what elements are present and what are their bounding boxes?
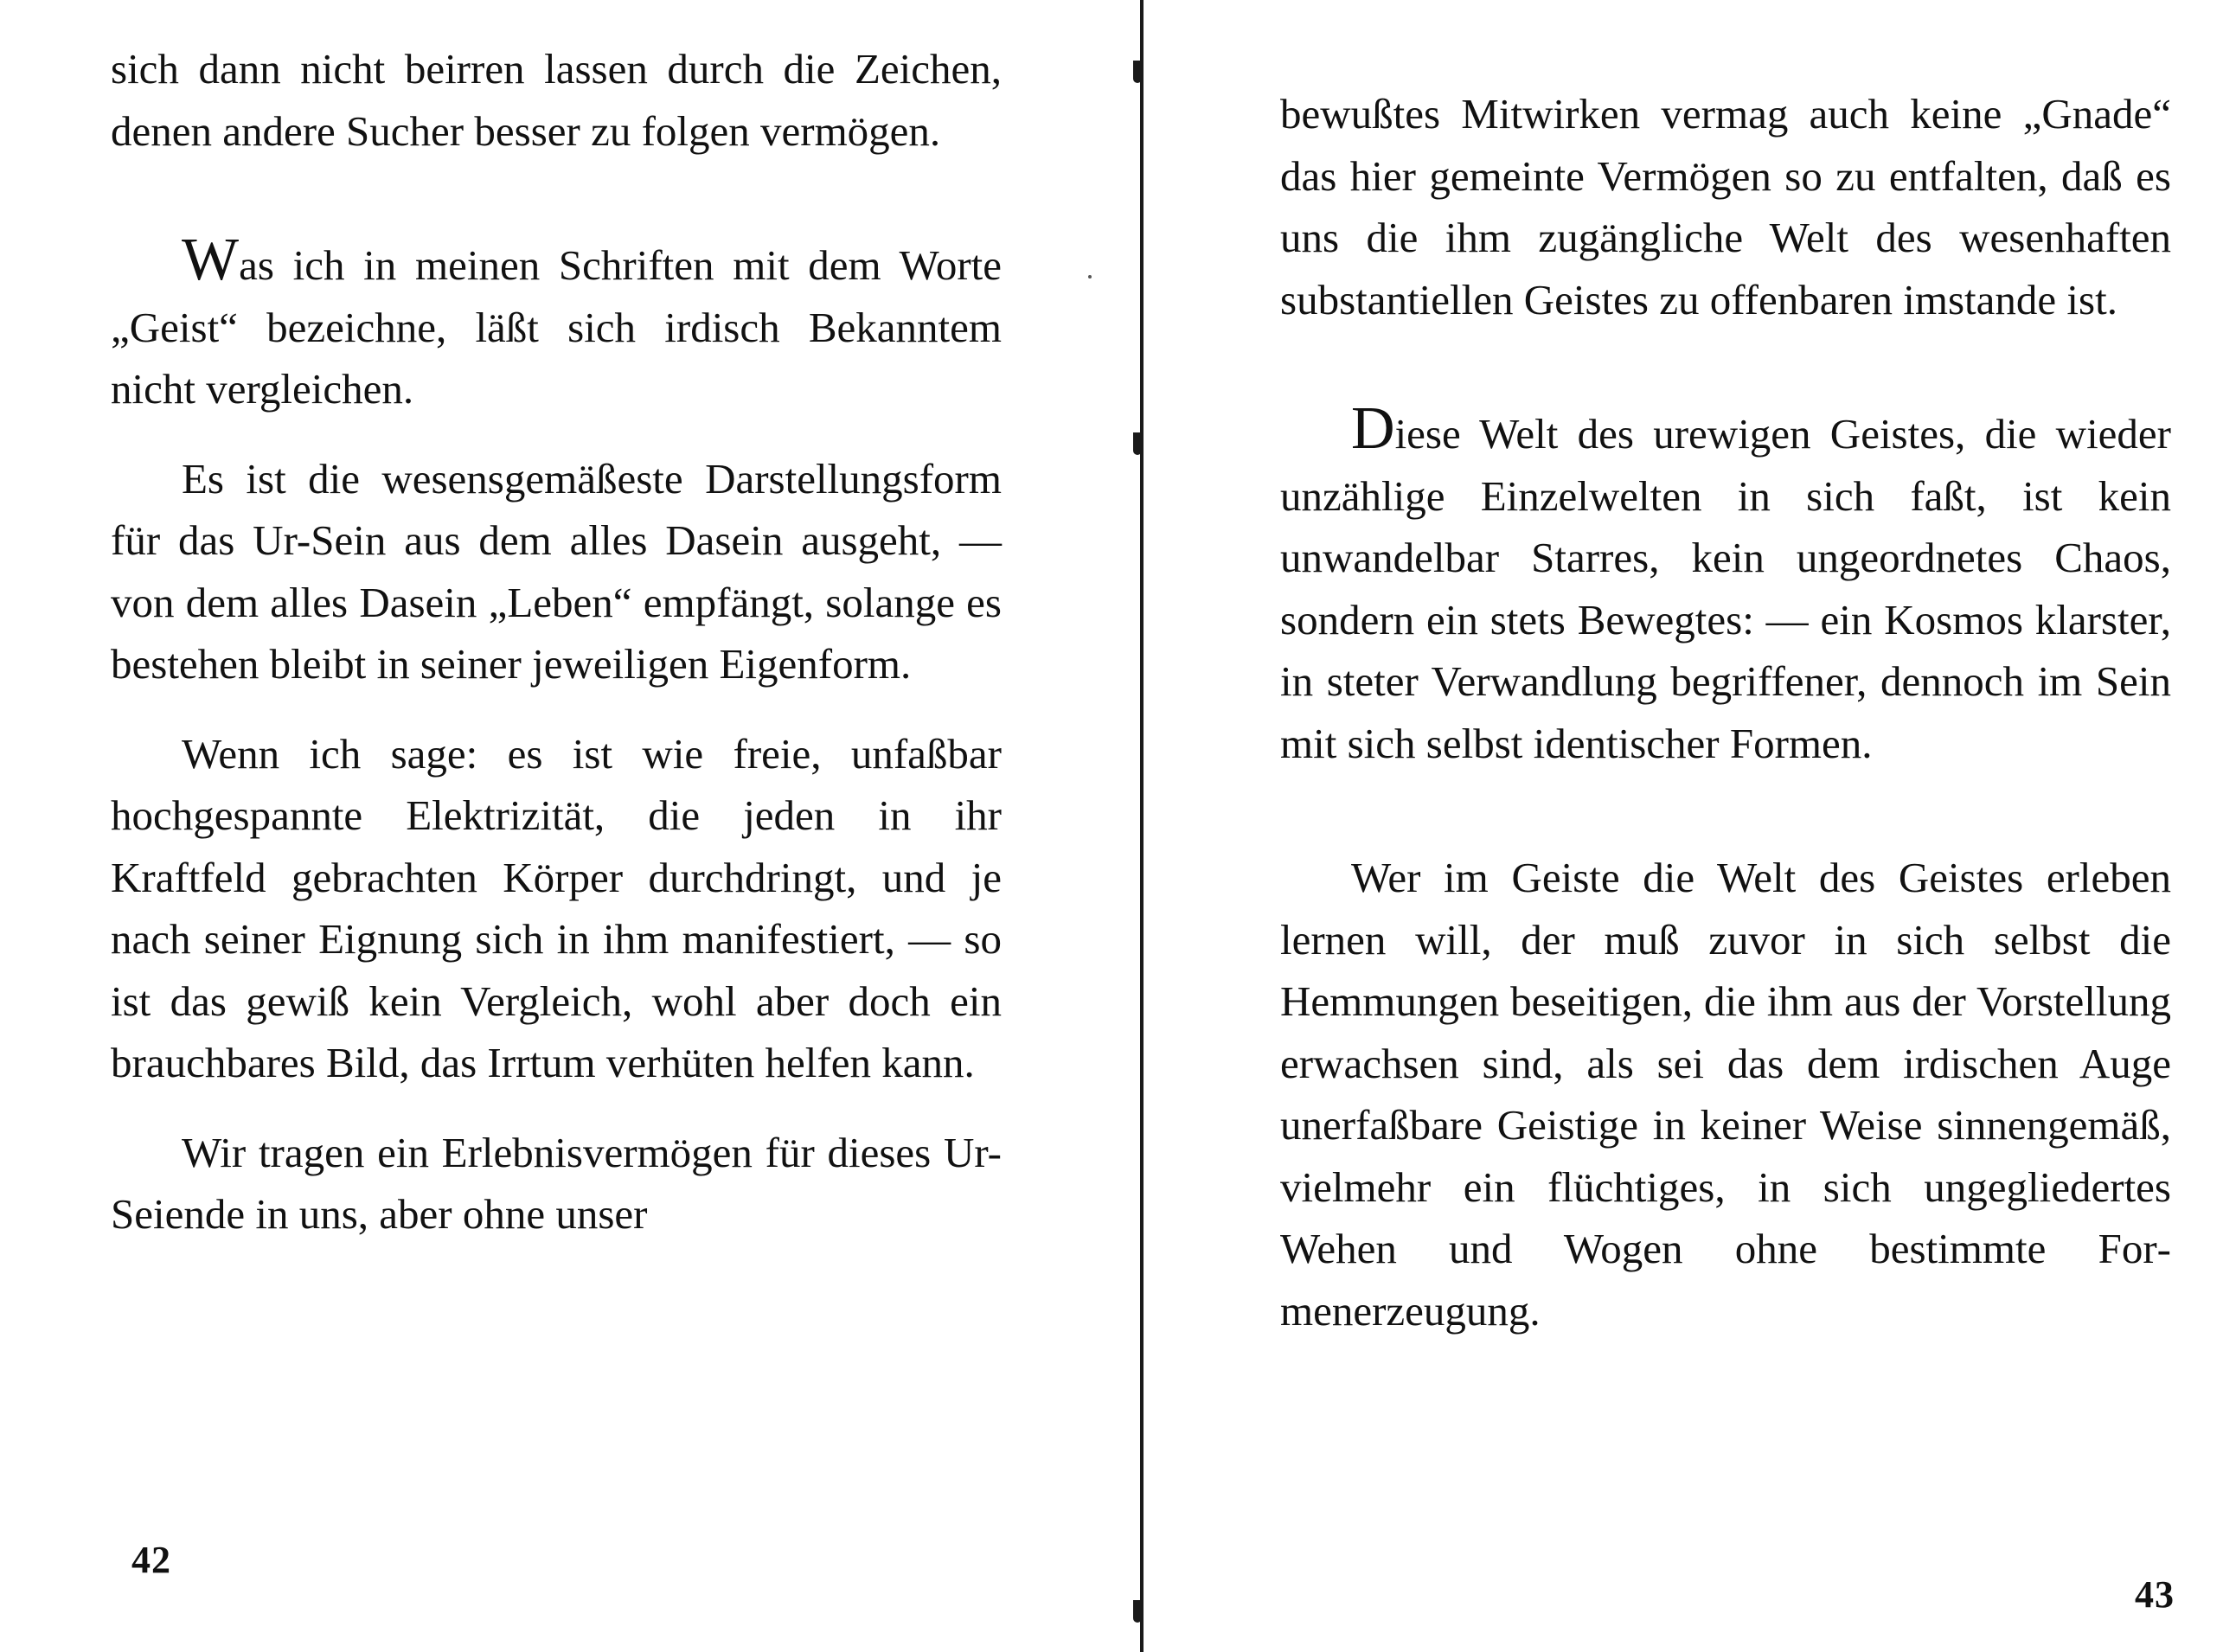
left-paragraph-5	[111, 1122, 1002, 1245]
right-paragraph-3-text: Wer im Geiste die Welt des Geistes erleben lernen will, der muß zuvor in sich selbst die Hemmungen beseitigen, die ihm aus der Vorstellung erwachsen sind, als sei das dem irdischen Auge unerfaßbare Geistige in keiner Weise sinnengemäß, vielmehr ein flüchtiges, in sich ungegliedertes Wehen und Wogen ohne bestimmte Formenerzeugung.	[1280, 854, 2171, 1335]
dropcap-d: D	[1351, 395, 1395, 462]
print-speck	[1088, 275, 1092, 279]
left-paragraph-4	[111, 723, 1002, 1094]
gutter-mark-middle	[1133, 432, 1142, 455]
left-paragraph-5-text: Wir tragen ein Erlebnisvermögen für dieses Ur-Seiende in uns, aber ohne unser	[111, 1128, 1002, 1238]
left-paragraph-4-text: Wenn ich sage: es ist wie freie, unfaßbar hochgespannte Elektrizität, die jeden in ihr Kraftfeld gebrachten Körper durchdringt, und je nach seiner Eignung sich in ihm manifestiert, — so ist das gewiß kein Vergleich, wohl aber doch ein brauchbares Bild, das Irrtum verhüten helfen kann.	[111, 729, 1002, 1086]
left-paragraph-2	[111, 227, 1002, 420]
book-gutter	[1140, 0, 1144, 1652]
left-paragraph-3	[111, 448, 1002, 695]
gutter-mark-top	[1133, 61, 1142, 83]
page-number-right: 43	[2135, 1573, 2175, 1616]
right-paragraph-1	[1280, 83, 2171, 330]
left-text-column	[111, 38, 1002, 1245]
gutter-mark-bottom	[1133, 1600, 1142, 1623]
right-paragraph-2-text: iese Welt des urewigen Geistes, die wieder unzählige Einzelwelten in sich faßt, ist kein unwandelbar Starres, kein ungeordnetes Chaos, sondern ein stets Bewegtes: — ein Kosmos klarster, in steter Verwandlung begriffener, dennoch im Sein mit sich selbst identischer Formen.	[1280, 410, 2171, 767]
left-paragraph-2-text: as ich in meinen Schriften mit dem Worte „Geist“ bezeichne, läßt sich irdisch Bekanntem nicht vergleichen.	[111, 241, 1002, 413]
right-paragraph-2	[1280, 395, 2171, 774]
right-text-column	[1280, 83, 2171, 1341]
right-paragraph-1-text: bewußtes Mitwirken vermag auch keine „Gnade“ das hier gemeinte Vermögen so zu entfalten, daß es uns die ihm zugängliche Welt des wesenhaften substantiellen Geistes zu offenbaren imstande ist.	[1280, 90, 2171, 323]
left-paragraph-1	[111, 38, 1002, 162]
right-paragraph-3	[1280, 847, 2171, 1341]
left-paragraph-1-text: sich dann nicht beirren lassen durch die Zeichen, denen andere Sucher besser zu folgen vermögen.	[111, 45, 1002, 155]
page-number-left: 42	[131, 1539, 171, 1581]
dropcap-w: W	[182, 227, 240, 293]
left-paragraph-3-text: Es ist die wesensgemäßeste Darstellungsform für das Ur-Sein aus dem alles Dasein ausgeht, — von dem alles Dasein „Leben“ empfängt, solange es bestehen bleibt in seiner jeweiligen Eigenform.	[111, 454, 1002, 688]
